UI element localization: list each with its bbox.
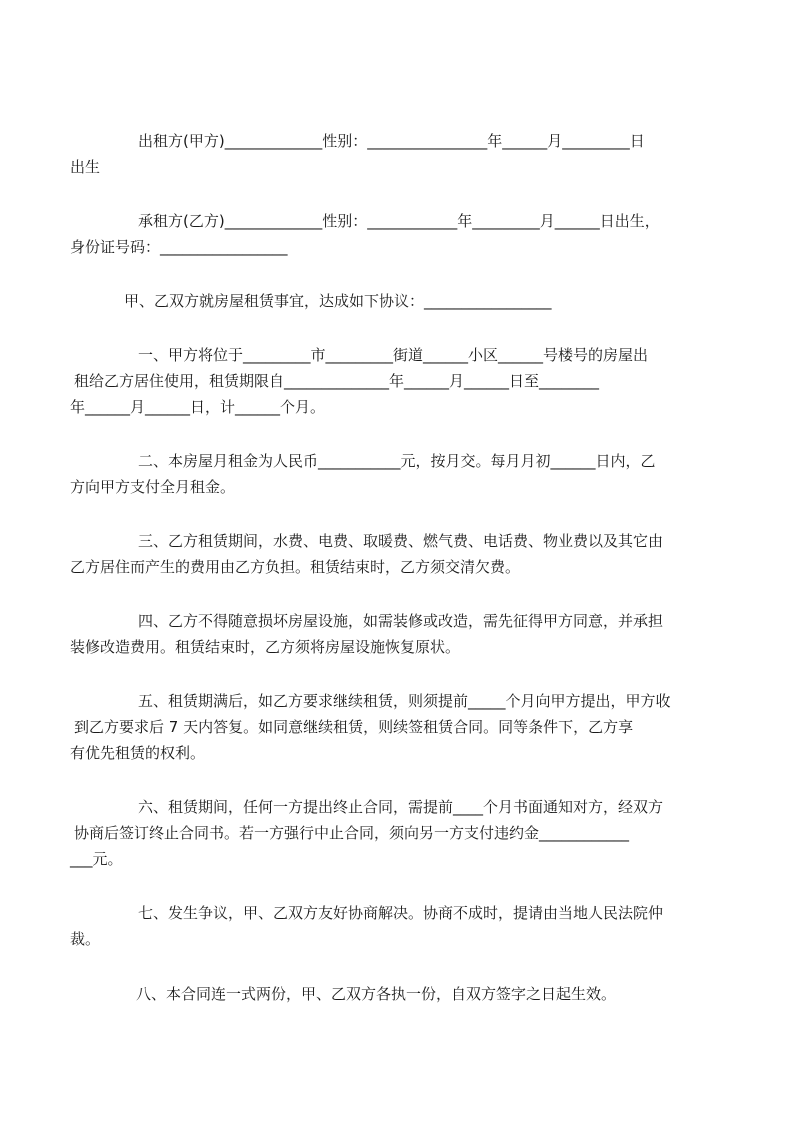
paragraph-clause-7 <box>70 900 704 952</box>
text-line: 二、本房屋月租金为人民币___________元，按月交。每月月初______日内，乙 <box>138 452 656 470</box>
text-line: 出生 <box>70 158 101 176</box>
paragraph-clause-5 <box>70 688 704 766</box>
text-line: 方向甲方支付全月租金。 <box>70 478 236 496</box>
paragraph-clause-2 <box>70 448 704 500</box>
text-line: 四、乙方不得随意损坏房屋设施，如需装修或改造，需先征得甲方同意，并承担 <box>138 612 664 630</box>
text-line: 七、发生争议，甲、乙双方友好协商解决。协商不成时，提请由当地人民法院仲 <box>138 904 664 922</box>
text-line: 甲、乙双方就房屋租赁事宜，达成如下协议：_________________ <box>124 292 552 310</box>
text-line: 装修改造费用。租赁结束时，乙方须将房屋设施恢复原状。 <box>70 638 461 656</box>
paragraph-clause-4 <box>70 608 704 660</box>
paragraph-clause-8 <box>104 981 704 1007</box>
text-line: 身份证号码：_________________ <box>70 238 288 256</box>
text-line: 到乙方要求后 7 天内答复。如同意继续租赁，则续签租赁合同。同等条件下，乙方享 <box>74 718 634 736</box>
text-line: 八、本合同连一式两份，甲、乙双方各执一份，自双方签字之日起生效。 <box>136 985 617 1003</box>
paragraph-lessor-info <box>70 128 704 180</box>
paragraph-clause-1 <box>70 342 704 420</box>
text-line: 六、租赁期间，任何一方提出终止合同，需提前____个月书面通知对方，经双方 <box>138 798 664 816</box>
text-line: 乙方居住而产生的费用由乙方负担。租赁结束时，乙方须交清欠费。 <box>70 558 521 576</box>
paragraph-clause-6 <box>70 794 704 872</box>
paragraph-lessee-info <box>70 208 704 260</box>
paragraph-clause-3 <box>70 528 704 580</box>
text-line: 年______月______日，计______个月。 <box>70 398 326 416</box>
text-line: ___元。 <box>70 850 123 868</box>
text-line: 协商后签订终止合同书。若一方强行中止合同，须向另一方支付违约金____________ <box>74 824 630 842</box>
text-line: 有优先租赁的权利。 <box>70 744 206 762</box>
text-line: 承租方(乙方)_____________性别：____________年_________月______日出生， <box>138 212 660 230</box>
text-line: 三、乙方租赁期间，水费、电费、取暖费、燃气费、电话费、物业费以及其它由 <box>138 532 664 550</box>
text-line: 租给乙方居住使用，租赁期限自______________年______月______日至________ <box>74 372 600 390</box>
text-line: 裁。 <box>70 930 101 948</box>
paragraph-agreement-intro <box>104 288 704 314</box>
text-line: 出租方(甲方)_____________性别：________________年______月_________日 <box>138 132 645 150</box>
text-line: 五、租赁期满后，如乙方要求继续租赁，则须提前_____个月向甲方提出，甲方收 <box>138 692 671 710</box>
text-line: 一、甲方将位于_________市_________街道______小区______号楼号的房屋出 <box>138 346 649 364</box>
